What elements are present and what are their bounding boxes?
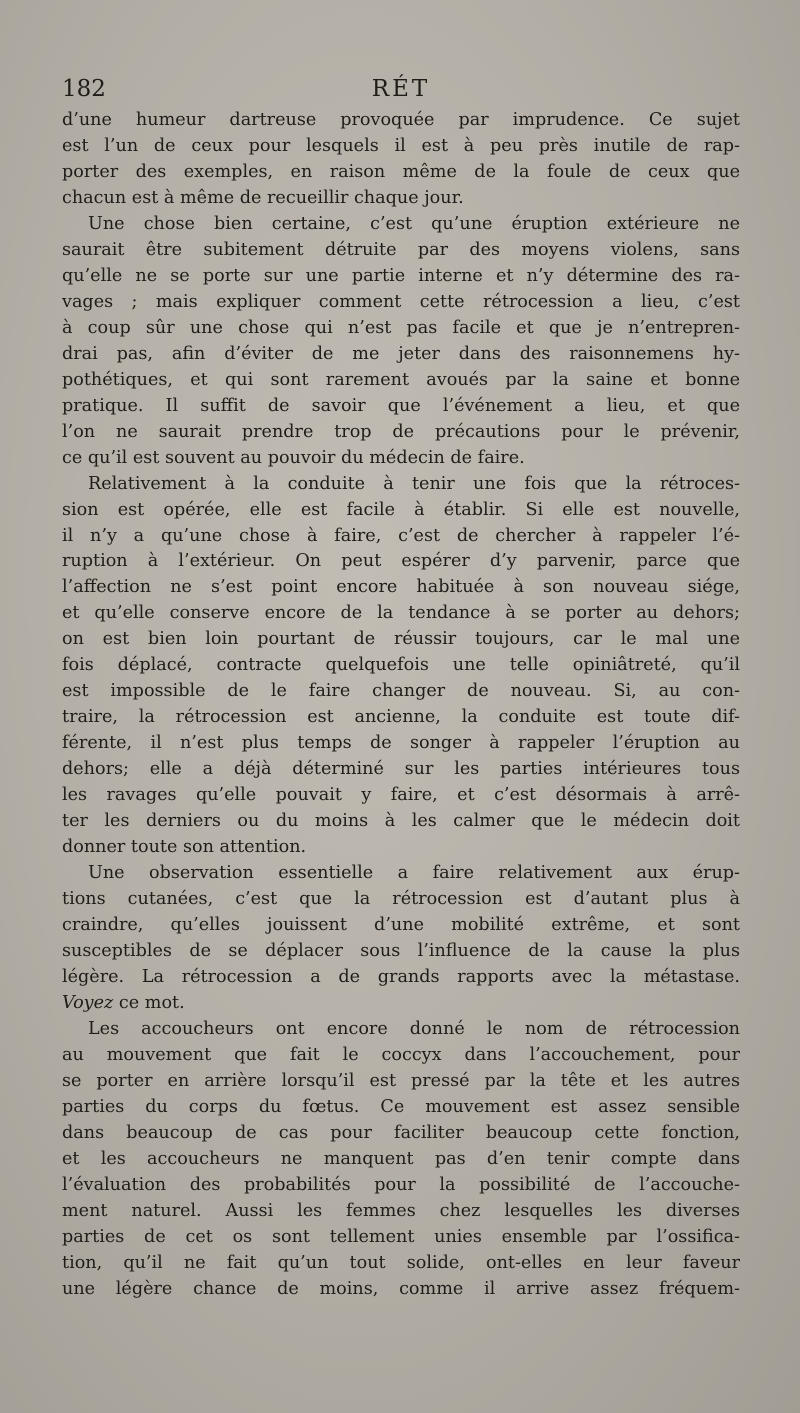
text-line (62, 446, 740, 472)
text-line (62, 913, 740, 939)
text-line-content: vages ; mais expliquer comment cette rétrocession a lieu, c’est (62, 291, 740, 312)
text-line-content: l’affection ne s’est point encore habituée à son nouveau siége, (62, 577, 740, 598)
text-line (62, 549, 740, 575)
text-line (62, 134, 740, 160)
text-line (62, 1017, 740, 1043)
text-line-content: au mouvement que fait le coccyx dans l’accouchement, pour (62, 1044, 740, 1065)
text-line (62, 991, 740, 1017)
text-line-content: ter les derniers ou du moins à les calmer que le médecin doit (62, 811, 740, 832)
text-line (62, 861, 740, 887)
text-line-content: ruption à l’extérieur. On peut espérer d’y parvenir, parce que (62, 551, 740, 572)
text-line (62, 601, 740, 627)
text-line-content: parties du corps du fœtus. Ce mouvement est assez sensible (62, 1096, 740, 1117)
text-line (62, 783, 740, 809)
text-line (62, 575, 740, 601)
text-line-content: traire, la rétrocession est ancienne, la conduite est toute dif- (62, 707, 740, 728)
text-line (62, 757, 740, 783)
text-line-content: qu’elle ne se porte sur une partie interne et n’y détermine des ra- (62, 265, 740, 286)
text-line-content: susceptibles de se déplacer sous l’influence de la cause la plus (62, 941, 740, 961)
text-line (62, 290, 740, 316)
text-line (62, 342, 740, 368)
text-line-content: saurait être subitement détruite par des moyens violens, sans (62, 239, 740, 260)
text-line-content: tion, qu’il ne fait qu’un tout solide, ont-elles en leur faveur (62, 1252, 740, 1273)
text-line (62, 679, 740, 705)
text-line (62, 472, 740, 498)
text-line (62, 1173, 740, 1199)
text-line (62, 653, 740, 679)
text-line (62, 1069, 740, 1095)
text-line (62, 498, 740, 524)
text-line (62, 887, 740, 913)
text-line-content: Une chose bien certaine, c’est qu’une éruption extérieure ne (88, 213, 740, 234)
text-line-content: pothétiques, et qui sont rarement avoués par la saine et bonne (62, 369, 740, 390)
text-line-content: se porter en arrière lorsqu’il est pressé par la tête et les autres (62, 1070, 740, 1091)
text-line-content: et les accoucheurs ne manquent pas d’en tenir compte dans (62, 1148, 740, 1169)
text-line (62, 705, 740, 731)
text-line-content: et qu’elle conserve encore de la tendance à se porter au dehors; (62, 603, 740, 624)
text-line (62, 264, 740, 290)
text-line-content: Une observation essentielle a faire relativement aux érup- (88, 863, 740, 884)
page-number: 182 (62, 76, 106, 102)
text-line-content: l’on ne saurait prendre trop de précautions pour le prévenir, (62, 421, 740, 442)
text-line-content: ment naturel. Aussi les femmes chez lesquelles les diverses (62, 1200, 740, 1221)
text-line (62, 809, 740, 835)
text-line (62, 212, 740, 238)
text-line (62, 1121, 740, 1147)
text-line (62, 186, 740, 212)
text-line-content: craindre, qu’elles jouissent d’une mobilité extrême, et sont (62, 915, 740, 936)
text-line-content: dehors; elle a déjà déterminé sur les parties intérieures tous (62, 759, 740, 780)
text-line-content: dans beaucoup de cas pour faciliter beaucoup cette fonction, (62, 1122, 740, 1143)
text-line (62, 394, 740, 420)
text-line (62, 731, 740, 757)
text-line (62, 524, 740, 550)
text-line (62, 1251, 740, 1277)
text-line (62, 1147, 740, 1173)
text-line (62, 939, 740, 965)
text-line-content: parties de cet os sont tellement unies ensemble par l’ossifica- (62, 1226, 740, 1247)
text-line-content: Relativement à la conduite à tenir une fois que la rétroces- (88, 473, 740, 494)
text-line-content: légère. La rétrocession a de grands rapports avec la métastase. (62, 966, 740, 987)
text-line-content: pratique. Il suffit de savoir que l’événement a lieu, et que (62, 395, 740, 416)
text-line-content: sion est opérée, elle est facile à établir. Si elle est nouvelle, (62, 499, 740, 520)
text-line (62, 238, 740, 264)
page-header (62, 72, 740, 106)
text-line-content: ce qu’il est souvent au pouvoir du médecin de faire. (62, 447, 525, 468)
text-line (62, 108, 740, 134)
text-line (62, 965, 740, 991)
text-line-content: est l’un de ceux pour lesquels il est à peu près inutile de rap- (62, 135, 740, 156)
text-line-content: est impossible de le faire changer de nouveau. Si, au con- (62, 681, 740, 702)
text-line-content: porter des exemples, en raison même de la foule de ceux que (62, 161, 740, 182)
text-line-content: tions cutanées, c’est que la rétrocession est d’autant plus à (62, 889, 740, 910)
text-line-content: donner toute son attention. (62, 837, 307, 858)
text-line-content: il n’y a qu’une chose à faire, c’est de chercher à rappeler l’é- (62, 525, 740, 546)
text-line (62, 1199, 740, 1225)
text-line (62, 1225, 740, 1251)
italic-reference: Voyez (62, 992, 114, 1013)
text-line-content: les ravages qu’elle pouvait y faire, et c’est désormais à arrê- (62, 785, 740, 806)
text-line-content: l’évaluation des probabilités pour la possibilité de l’accouche- (62, 1174, 740, 1195)
text-line (62, 160, 740, 186)
running-head: RÉT (371, 76, 431, 102)
body-text (62, 108, 740, 1303)
text-line-content: d’une humeur dartreuse provoquée par imprudence. Ce sujet (62, 110, 740, 130)
text-line (62, 316, 740, 342)
text-line-content: ce mot. (118, 992, 185, 1013)
text-line (62, 420, 740, 446)
text-line-content: une légère chance de moins, comme il arrive assez fréquem- (62, 1278, 740, 1299)
text-line-content: on est bien loin pourtant de réussir toujours, car le mal une (62, 629, 740, 650)
text-line (62, 627, 740, 653)
text-line (62, 1043, 740, 1069)
text-line-content: chacun est à même de recueillir chaque jour. (62, 187, 464, 208)
text-line-content: férente, il n’est plus temps de songer à rappeler l’éruption au (62, 733, 740, 754)
text-line (62, 1277, 740, 1303)
text-line-content: à coup sûr une chose qui n’est pas facile et que je n’entrepren- (62, 317, 740, 338)
text-line-content: fois déplacé, contracte quelquefois une telle opiniâtreté, qu’il (62, 655, 740, 676)
text-line (62, 368, 740, 394)
text-line (62, 835, 740, 861)
text-line (62, 1095, 740, 1121)
text-line-content: Les accoucheurs ont encore donné le nom de rétrocession (88, 1018, 740, 1039)
text-line-content: drai pas, afin d’éviter de me jeter dans des raisonnemens hy- (62, 343, 740, 364)
